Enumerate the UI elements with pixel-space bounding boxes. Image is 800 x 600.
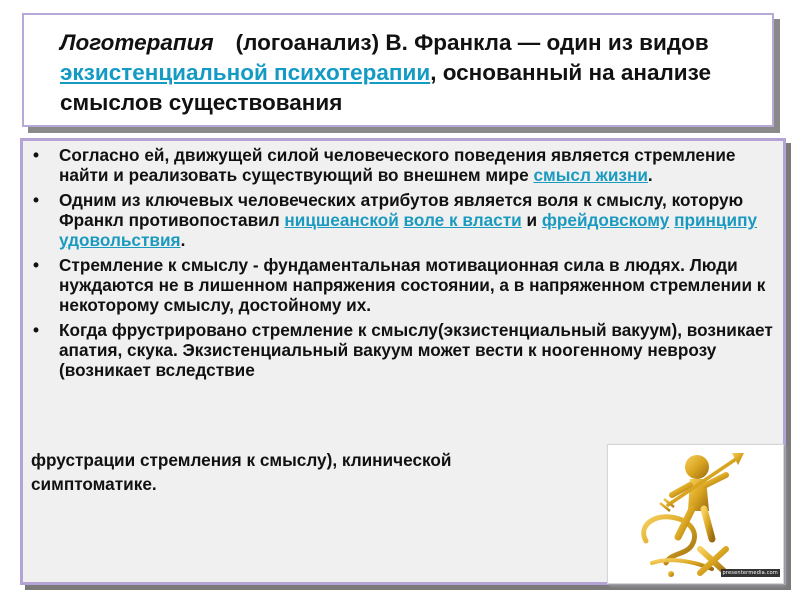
bullet-item-1: • Согласно ей, движущей силой человеческого поведения является стремление найти и реализовать существующий во внешнем мире смысл жизни. xyxy=(33,145,736,185)
bullet-dot: • xyxy=(33,190,40,210)
watermark-text: presentermedia.com xyxy=(722,570,778,576)
psychotherapy-link[interactable]: экзистенциальной психотерапии xyxy=(60,60,431,85)
illustration-frame xyxy=(607,444,784,584)
will-to-power-link[interactable]: воле к власти xyxy=(403,210,522,230)
bullet-dot: • xyxy=(33,255,40,275)
bullet-item-3: • Стремление к смыслу - фундаментальная мотивационная сила в людях. Люди нуждаются не в лишенном напряжения состоянии, а в напряженном стремлении к некоторому смыслу, достойному их. xyxy=(33,255,766,315)
title-tail: , основанный на анализе смыслов существования xyxy=(60,60,712,115)
title-lead: Логотерапия xyxy=(60,30,214,55)
bullet-dot: • xyxy=(33,320,40,340)
bullet-continuation xyxy=(31,448,591,496)
bullet-dot: • xyxy=(33,145,40,165)
bullet-list xyxy=(31,145,779,385)
continuation-line-2: симптоматике. xyxy=(31,474,157,494)
pleasure-principle-link[interactable]: принципу удовольствия xyxy=(59,210,758,250)
title-box xyxy=(22,13,774,127)
freudian-link[interactable]: фрейдовскому xyxy=(541,210,670,230)
title-lead-rest: (логоанализ) В. Франкла — один из видов xyxy=(235,30,709,55)
golden-figure-icon xyxy=(608,445,783,583)
bullet-item-4: • Когда фрустрировано стремление к смыслу(экзистенциальный вакуум), возникает апатия, скука. Экзистенциальный вакуум может вести к ноогенному неврозу (возникает вследствие xyxy=(33,320,773,380)
title-text xyxy=(60,28,758,118)
continuation-line-1: фрустрации стремления к смыслу), клинической xyxy=(31,450,452,470)
meaning-of-life-link[interactable]: смысл жизни xyxy=(533,165,648,185)
bullet-item-2: • Одним из ключевых человеческих атрибутов является воля к смыслу, которую Франкл противопоставил ницшеанской воле к власти и фрейдовскому принципу удовольствия. xyxy=(33,190,758,250)
nietzschean-link[interactable]: ницшеанской xyxy=(284,210,399,230)
